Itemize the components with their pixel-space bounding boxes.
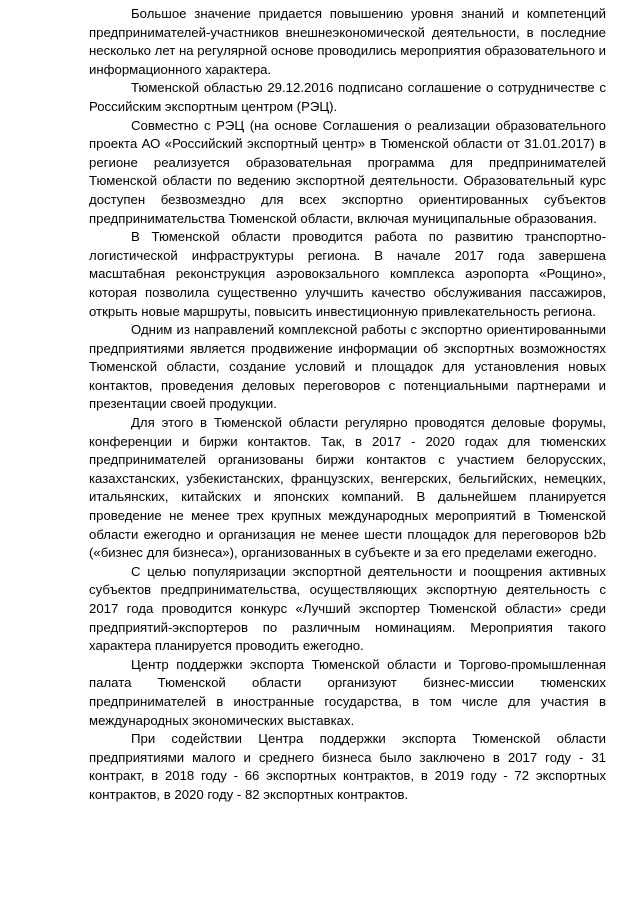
paragraph-business-forums: Для этого в Тюменской области регулярно проводятся деловые форумы, конференции и биржи контактов. Так, в 2017 - 2020 годах для тюменских предпринимателей организованы биржи контактов с участием белорусских, казахстанских, узбекистанских, французских, венгерских, бельгийских, немецких, итальянских, китайских и японских компаний. В дальнейшем планируется проведение не менее трех крупных международных мероприятий в Тюменской области ежегодно и организация не менее шести площадок для переговоров b2b («бизнес для бизнеса»), организованных в субъекте и за его пределами ежегодно.: [89, 415, 606, 561]
paragraph-transport-infrastructure: В Тюменской области проводится работа по развитию транспортно-логистической инфраструктуры региона. В начале 2017 года завершена масштабная реконструкция аэровокзального комплекса аэропорта «Рощино», которая позволила существенно улучшить качество обслуживания пассажиров, открыть новые маршруты, повысить инвестиционную привлекательность региона.: [89, 229, 606, 319]
paragraph-rec-agreement: Тюменской областью 29.12.2016 подписано соглашение о сотрудничестве с Российским экспортным центром (РЭЦ).: [89, 80, 606, 114]
paragraph-business-missions: Центр поддержки экспорта Тюменской области и Торгово-промышленная палата Тюменской области организуют бизнес-миссии тюменских предпринимателей в иностранные государства, в том числе для участия в международных экономических выставках.: [89, 656, 606, 728]
paragraph-export-contracts: При содействии Центра поддержки экспорта Тюменской области предприятиями малого и среднего бизнеса было заключено в 2017 году - 31 контракт, в 2018 году - 66 экспортных контрактов, в 2019 году - 72 экспортных контрактов, в 2020 году - 82 экспортных контрактов.: [89, 731, 606, 802]
paragraph-export-promotion: Одним из направлений комплексной работы с экспортно ориентированными предприятиями является продвижение информации об экспортных возможностях Тюменской области, создание условий и площадок для установления новых контактов, проведения деловых переговоров с потенциальными партнерами и презентации своей продукции.: [89, 322, 606, 412]
paragraph-exporter-contest: С целью популяризации экспортной деятельности и поощрения активных субъектов предпринимательства, осуществляющих экспортную деятельность с 2017 года проводится конкурс «Лучший экспортер Тюменской области» среди предприятий-экспортеров по различным номинациям. Мероприятия такого характера планируется проводить ежегодно.: [89, 563, 606, 654]
paragraph-education-importance: Большое значение придается повышению уровня знаний и компетенций предпринимателей-участников внешнеэкономической деятельности, в последние несколько лет на регулярной основе проводились мероприятия образовательного и информационного характера.: [89, 6, 606, 77]
paragraph-education-program: Совместно с РЭЦ (на основе Соглашения о реализации образовательного проекта АО «Российский экспортный центр» в Тюменской области от 31.01.2017) в регионе реализуется образовательная программа для предпринимателей Тюменской области по ведению экспортной деятельности. Образовательный курс доступен безвозмездно для всех экспортно ориентированных субъектов предпринимательства Тюменской области, включая муниципальные образования.: [89, 117, 606, 226]
